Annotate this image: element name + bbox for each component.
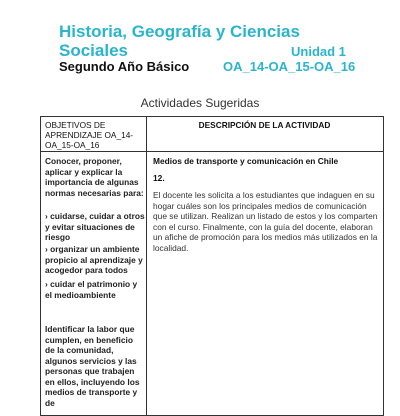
objective-intro: Conocer, proponer, aplicar y explicar la importancia de algunas normas necesarias para: (45, 156, 144, 198)
objective-bullet-3: › cuidar el patrimonio y el medioambiente (45, 279, 138, 300)
objective-bullet-1: › cuidarse, cuidar a otros y evitar situaciones de riesgo (45, 211, 145, 242)
objective-codes: OA_14-OA_15-OA_16 (223, 59, 356, 74)
header-row-divider (41, 151, 383, 152)
column-divider (146, 117, 147, 415)
activity-title: Medios de transporte y comunicación en Chile (153, 156, 339, 166)
unit-label: Unidad 1 (291, 44, 346, 59)
grade-label: Segundo Año Básico (59, 59, 190, 74)
activity-column-header: DESCRIPCIÓN DE LA ACTIVIDAD (198, 120, 331, 130)
objective-bullet-2: › organizar un ambiente propicio al aprendizaje y acogedor para todos (45, 244, 143, 275)
document-title-line1: Historia, Geografía y Ciencias (59, 22, 300, 41)
objective-second: Identificar la labor que cumplen, en beneficio de la comunidad, algunos servicios y las personas que trabajen en ellos, incluyendo los medios de transporte y de (45, 324, 140, 408)
objectives-column-header: OBJETIVOS DE APRENDIZAJE OA_14-OA_15-OA_16 (45, 120, 134, 150)
activity-number: 12. (153, 173, 165, 183)
activity-description: El docente les solicita a los estudiantes que indaguen en su hogar cuáles son los principales medios de comunicación que se utilizan. Realizan un listado de estos y los comparten con el curso. Finalmente, con la guía del docente, elaboran un afiche de promoción para los medios más utilizados en la localidad. (153, 190, 378, 253)
section-title: Actividades Sugeridas (140, 96, 260, 110)
document-title-line2: Sociales (59, 41, 128, 60)
activities-table (40, 116, 384, 416)
